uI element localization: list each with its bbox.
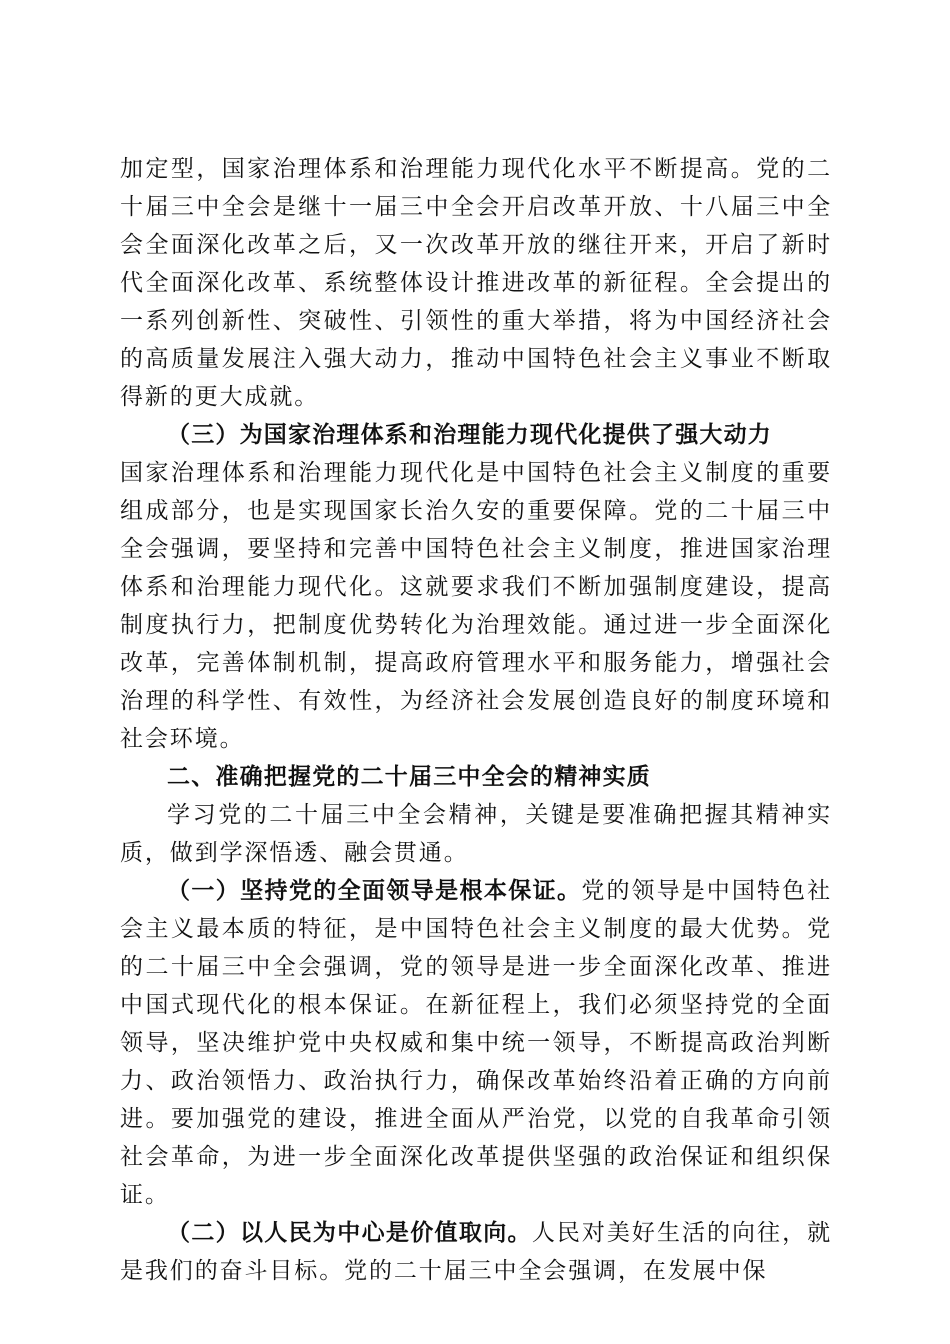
section-2-intro: 学习党的二十届三中全会精神，关键是要准确把握其精神实质，做到学深悟透、融会贯通。: [120, 802, 832, 866]
subheading-3-text: （三）为国家治理体系和治理能力现代化提供了强大动力: [167, 422, 772, 448]
document-body: [120, 150, 832, 1290]
item-2-lead: （二）以人民为中心是价值取向。: [167, 1220, 532, 1246]
paragraph-3: 国家治理体系和治理能力现代化是中国特色社会主义制度的重要组成部分，也是实现国家长治久安的重要保障。党的二十届三中全会强调，要坚持和完善中国特色社会主义制度，推进国家治理体系和治理能力现代化。这就要求我们不断加强制度建设，提高制度执行力，把制度优势转化为治理效能。通过进一步全面深化改革，完善体制机制，提高政府管理水平和服务能力，增强社会治理的科学性、有效性，为经济社会发展创造良好的制度环境和社会环境。: [120, 460, 832, 752]
item-1-paragraph: [120, 872, 832, 1214]
item-2-body: 人民对美好生活的向往，就是我们的奋斗目标。党的二十届三中全会强调，在发展中保: [120, 1220, 832, 1284]
subheading-3: [120, 416, 832, 454]
item-1-lead: （一）坚持党的全面领导是根本保证。: [167, 878, 582, 904]
section-2-heading-text: 二、准确把握党的二十届三中全会的精神实质: [167, 764, 651, 790]
section-2-heading: [120, 758, 832, 796]
item-1-body: 党的领导是中国特色社会主义最本质的特征，是中国特色社会主义制度的最大优势。党的二十届三中全会强调，党的领导是进一步全面深化改革、推进中国式现代化的根本保证。在新征程上，我们必须坚持党的全面领导，坚决维护党中央权威和集中统一领导，不断提高政治判断力、政治领悟力、政治执行力，确保改革始终沿着正确的方向前进。要加强党的建设，推进全面从严治党，以党的自我革命引领社会革命，为进一步全面深化改革提供坚强的政治保证和组织保证。: [120, 878, 832, 1208]
paragraph-continuation: 加定型，国家治理体系和治理能力现代化水平不断提高。党的二十届三中全会是继十一届三中全会开启改革开放、十八届三中全会全面深化改革之后，又一次改革开放的继往开来，开启了新时代全面深化改革、系统整体设计推进改革的新征程。全会提出的一系列创新性、突破性、引领性的重大举措，将为中国经济社会的高质量发展注入强大动力，推动中国特色社会主义事业不断取得新的更大成就。: [120, 156, 832, 410]
item-2-paragraph: [120, 1214, 832, 1290]
